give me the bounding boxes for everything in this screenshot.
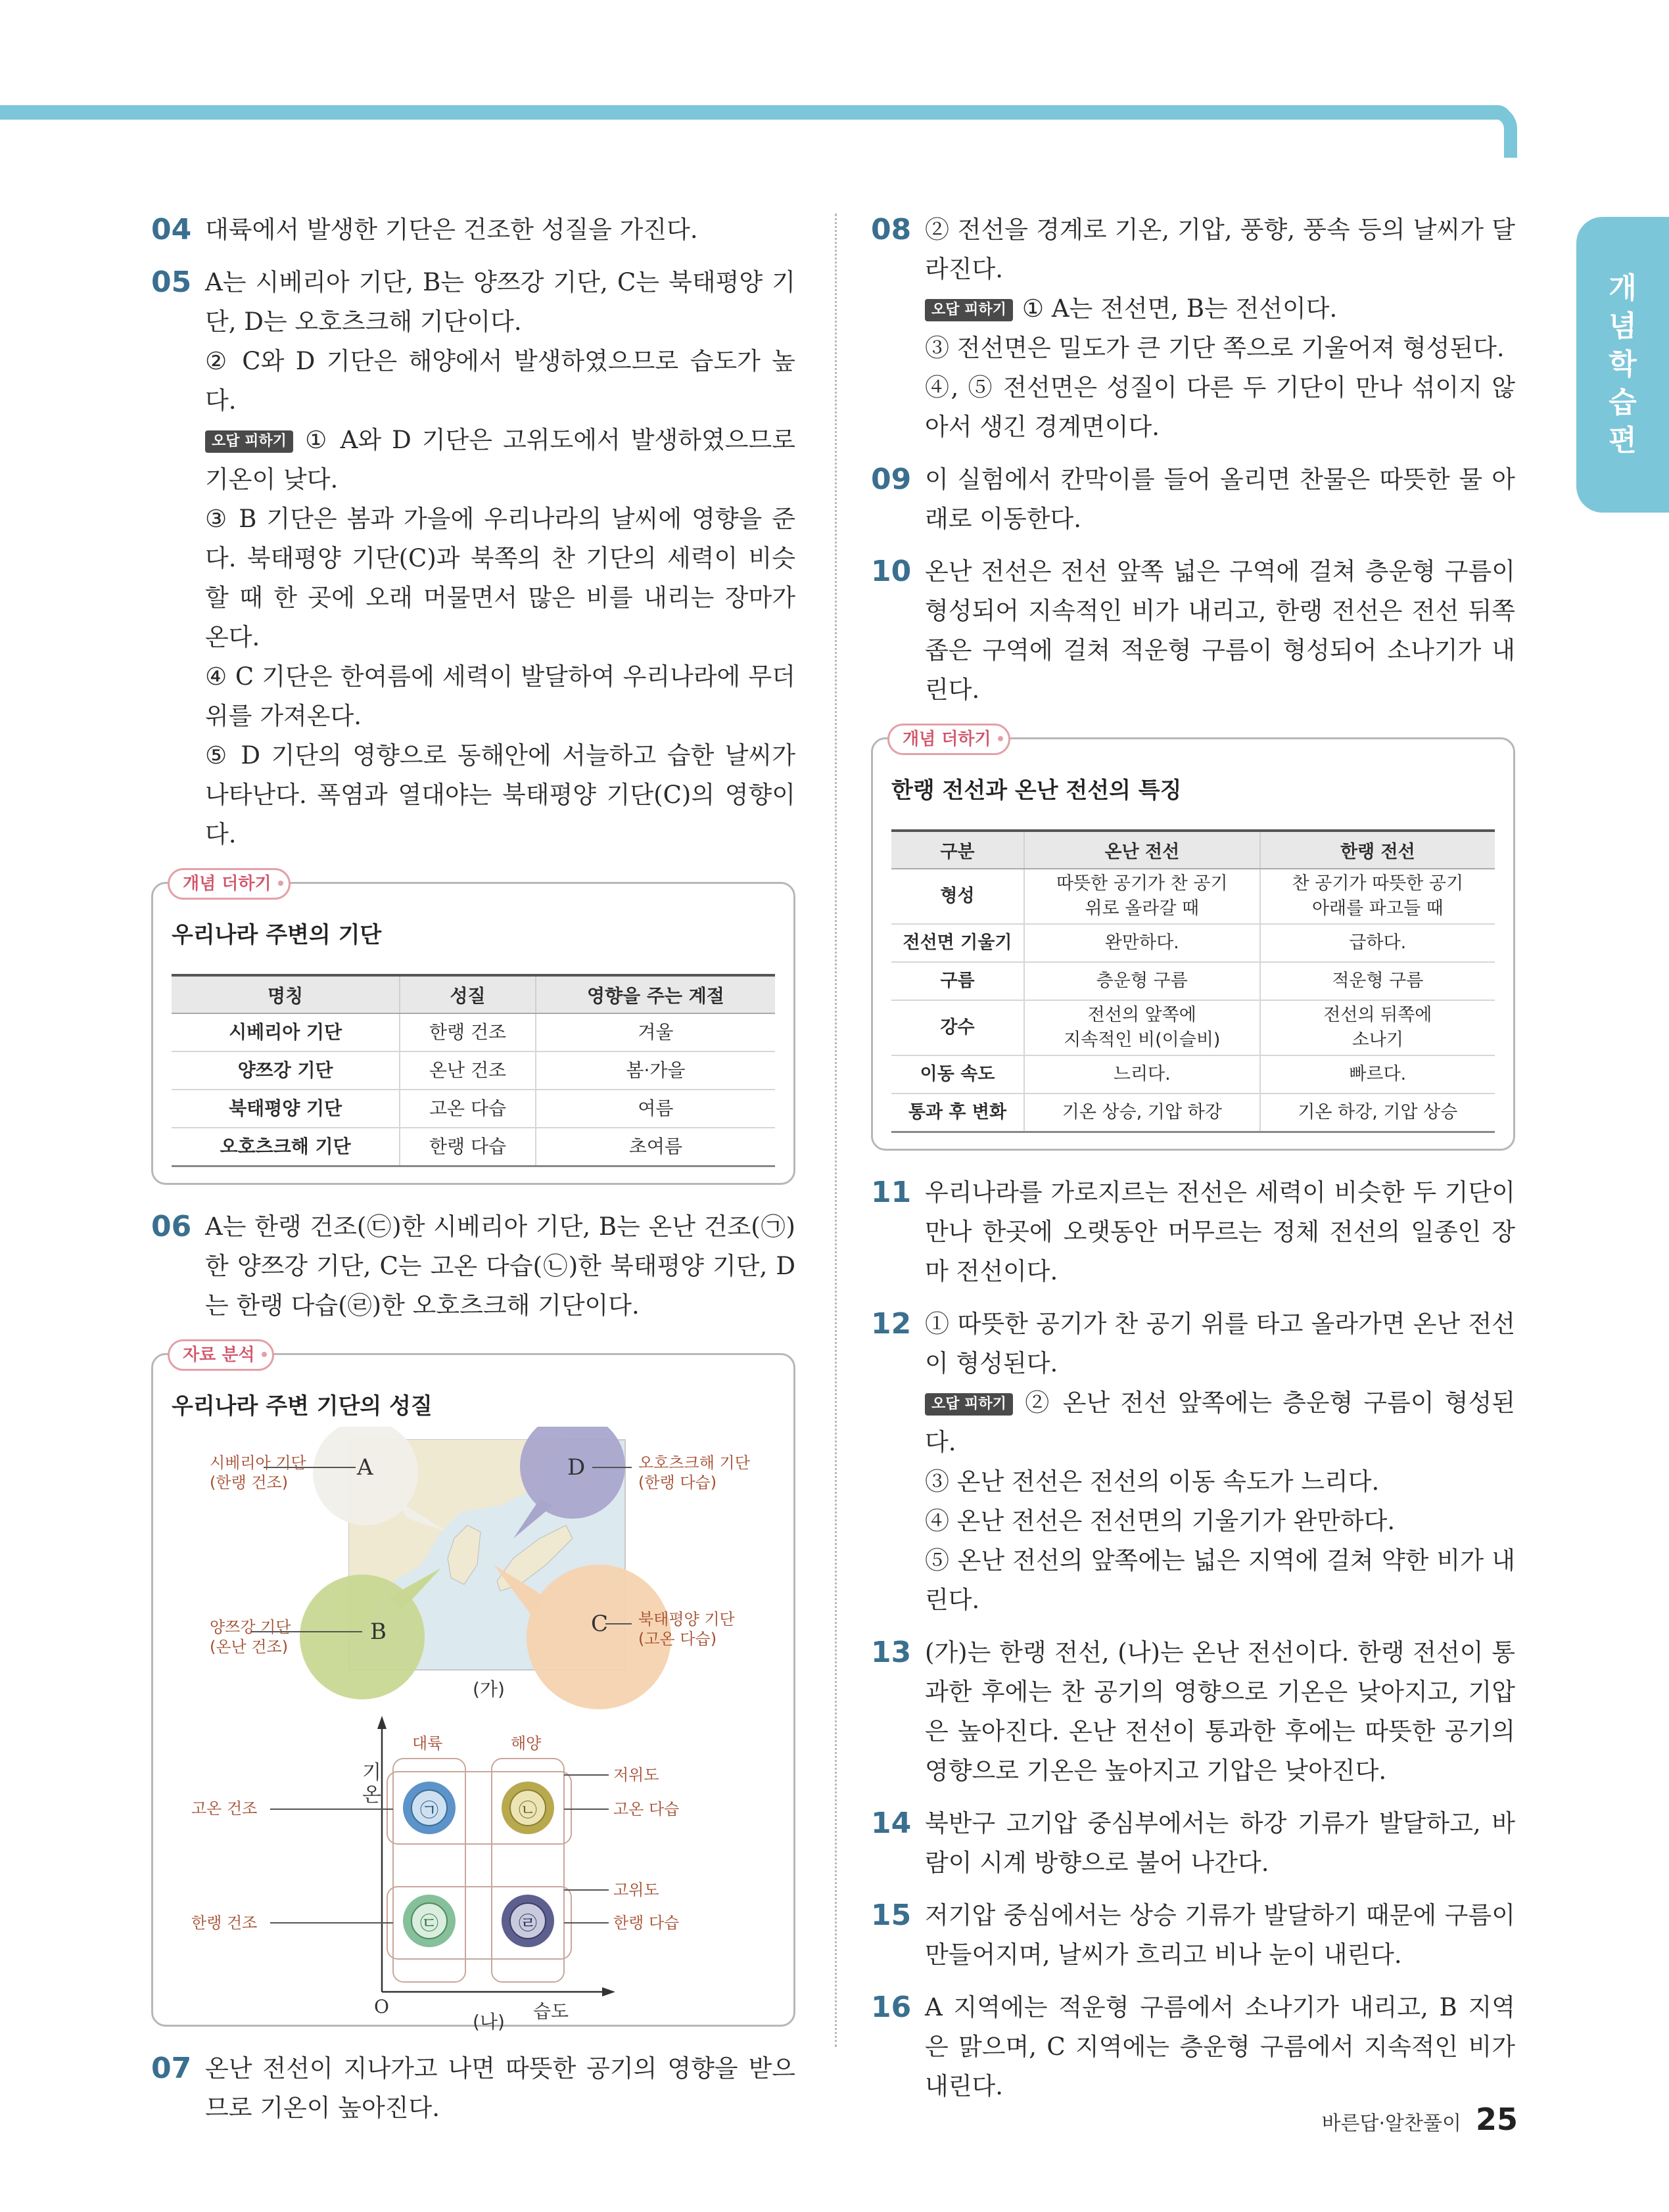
answer-body bbox=[925, 1304, 1515, 1620]
table-cell: 시베리아 기단 bbox=[172, 1013, 400, 1051]
question-number: 15 bbox=[871, 1898, 912, 1932]
circle-label-giyeok: ㉠ bbox=[420, 1799, 439, 1821]
x-axis-arrow bbox=[602, 1987, 615, 1996]
table-cell: 찬 공기가 따뜻한 공기 아래를 파고들 때 bbox=[1260, 869, 1495, 924]
table-header: 명칭 bbox=[172, 975, 400, 1013]
question-number: 10 bbox=[871, 555, 912, 588]
table-header: 한랭 전선 bbox=[1260, 831, 1495, 869]
answer-12 bbox=[871, 1304, 1515, 1620]
table-row bbox=[891, 1055, 1495, 1094]
answer-14 bbox=[871, 1804, 1515, 1883]
label-a: A bbox=[357, 1454, 373, 1481]
answer-line: ④ C 기단은 한여름에 세력이 발달하여 우리나라에 무더위를 가져온다. bbox=[205, 662, 795, 730]
answer-10 bbox=[871, 552, 1515, 710]
box-title: 우리나라 주변의 기단 bbox=[172, 922, 382, 948]
col-continent: 대륙 bbox=[412, 1734, 443, 1753]
answer-text: 대륙에서 발생한 기단은 건조한 성질을 가진다. bbox=[205, 216, 698, 244]
siberia-prop: (한랭 건조) bbox=[210, 1473, 289, 1492]
answer-line-text: ① A와 D 기단은 고위도에서 발생하였으므로 기온이 낮다. bbox=[205, 426, 795, 494]
table-header: 영향을 주는 계절 bbox=[536, 975, 775, 1013]
y-axis-arrow bbox=[377, 1716, 387, 1729]
high-latitude-label: 고위도 bbox=[613, 1880, 659, 1899]
box-tag: 개념 더하기 bbox=[168, 868, 291, 900]
pacific-label bbox=[638, 1609, 735, 1649]
question-number: 06 bbox=[151, 1209, 192, 1243]
y-axis-label: 기온 bbox=[362, 1761, 381, 1807]
question-number: 13 bbox=[871, 1635, 912, 1669]
siberia-name: 시베리아 기단 bbox=[210, 1453, 306, 1472]
question-number: 08 bbox=[871, 213, 912, 246]
siberia-label bbox=[210, 1453, 306, 1492]
answer-line: ① 따뜻한 공기가 찬 공기 위를 타고 올라가면 온난 전선이 형성된다. bbox=[925, 1309, 1515, 1377]
table-cell: 한랭 다습 bbox=[400, 1128, 536, 1166]
table-cell: 전선면 기울기 bbox=[891, 924, 1024, 962]
table-row bbox=[172, 1090, 775, 1128]
right-column bbox=[871, 210, 1515, 2119]
okhotsk-label bbox=[638, 1453, 750, 1492]
answer-line-text: ② 온난 전선 앞쪽에는 층운형 구름이 형성된다. bbox=[925, 1388, 1515, 1456]
hot-dry-label: 고온 건조 bbox=[191, 1799, 258, 1818]
table-cell: 고온 다습 bbox=[400, 1090, 536, 1128]
yangtze-prop: (온난 건조) bbox=[210, 1637, 289, 1656]
answer-line: ③ 전선면은 밀도가 큰 기단 쪽으로 기울어져 형성된다. bbox=[925, 334, 1505, 362]
table-row bbox=[172, 1051, 775, 1090]
table-header-row bbox=[891, 831, 1495, 869]
answer-06 bbox=[151, 1207, 795, 1325]
circle-label-rieul: ㉣ bbox=[519, 1912, 538, 1934]
table-cell: 형성 bbox=[891, 869, 1024, 924]
cold-dry-label: 한랭 건조 bbox=[191, 1913, 258, 1932]
hot-humid-label: 고온 다습 bbox=[613, 1799, 680, 1818]
concept-box-fronts bbox=[871, 729, 1515, 1151]
yangtze-label bbox=[210, 1617, 291, 1657]
answer-16 bbox=[871, 1988, 1515, 2106]
answer-15 bbox=[871, 1896, 1515, 1975]
avoid-mistake-badge: 오답 피하기 bbox=[205, 430, 293, 453]
table-cell: 급하다. bbox=[1260, 924, 1495, 962]
question-number: 05 bbox=[151, 265, 192, 299]
box-tag: 개념 더하기 bbox=[887, 724, 1010, 755]
table-cell: 초여름 bbox=[536, 1128, 775, 1166]
table-cell: 따뜻한 공기가 찬 공기 위로 올라갈 때 bbox=[1024, 869, 1260, 924]
answer-line: ④, ⑤ 전선면은 성질이 다른 두 기단이 만나 섞이지 않아서 생긴 경계면이다. bbox=[925, 373, 1515, 441]
answer-line-text: ① A는 전선면, B는 전선이다. bbox=[1022, 294, 1338, 323]
side-tab-char: 학 bbox=[1609, 348, 1637, 381]
table-row bbox=[891, 869, 1495, 924]
side-tab-char: 습 bbox=[1609, 386, 1637, 419]
table-cell: 기온 상승, 기압 하강 bbox=[1024, 1094, 1260, 1132]
answer-line bbox=[925, 289, 1515, 329]
table-header: 성질 bbox=[400, 975, 536, 1013]
answer-text: 저기압 중심에서는 상승 기류가 발달하기 때문에 구름이 만들어지며, 날씨가 흐리고 비나 눈이 내린다. bbox=[925, 1901, 1515, 1969]
answer-04 bbox=[151, 210, 795, 250]
left-column bbox=[151, 210, 795, 2141]
question-number: 04 bbox=[151, 213, 192, 246]
table-header: 구분 bbox=[891, 831, 1024, 869]
page-footer bbox=[1322, 2102, 1518, 2137]
box-title: 우리나라 주변 기단의 성질 bbox=[172, 1393, 433, 1419]
answer-line: ③ B 기단은 봄과 가을에 우리나라의 날씨에 영향을 준다. 북태평양 기단(C)과 북쪽의 찬 기단의 세력이 비슷할 때 한 곳에 오래 머물면서 많은 비를 내리는 장마가 온다. bbox=[205, 505, 795, 651]
table-cell: 북태평양 기단 bbox=[172, 1090, 400, 1128]
answer-body bbox=[205, 263, 795, 854]
table-row bbox=[891, 962, 1495, 1000]
yangtze-name: 양쯔강 기단 bbox=[210, 1617, 291, 1636]
box-tag: 자료 분석 bbox=[168, 1339, 274, 1371]
label-d: D bbox=[567, 1454, 586, 1481]
side-section-tab bbox=[1576, 217, 1669, 513]
answer-line: ⑤ 온난 전선의 앞쪽에는 넓은 지역에 걸쳐 약한 비가 내린다. bbox=[925, 1546, 1515, 1614]
data-analysis-box bbox=[151, 1345, 795, 2033]
question-number: 07 bbox=[151, 2051, 192, 2085]
answer-11 bbox=[871, 1173, 1515, 1291]
table-row bbox=[172, 1128, 775, 1166]
answer-line: ⑤ D 기단의 영향으로 동해안에 서늘하고 습한 날씨가 나타난다. 폭염과 열대야는 북태평양 기단(C)의 영향이다. bbox=[205, 741, 795, 848]
answer-07 bbox=[151, 2049, 795, 2128]
answer-line: ② 전선을 경계로 기온, 기압, 풍향, 풍속 등의 날씨가 달라진다. bbox=[925, 216, 1515, 283]
table-cell: 강수 bbox=[891, 1000, 1024, 1055]
answer-13 bbox=[871, 1633, 1515, 1791]
table-cell: 전선의 앞쪽에 지속적인 비(이슬비) bbox=[1024, 1000, 1260, 1055]
side-tab-char: 념 bbox=[1609, 310, 1637, 343]
table-cell: 겨울 bbox=[536, 1013, 775, 1051]
table-cell: 전선의 뒤쪽에 소나기 bbox=[1260, 1000, 1495, 1055]
page-number: 25 bbox=[1475, 2102, 1518, 2137]
table-cell: 적운형 구름 bbox=[1260, 962, 1495, 1000]
table-header-row bbox=[172, 975, 775, 1013]
answer-text: 북반구 고기압 중심부에서는 하강 기류가 발달하고, 바람이 시계 방향으로 불어 나간다. bbox=[925, 1809, 1515, 1877]
answer-text: A는 한랭 건조(㉢)한 시베리아 기단, B는 온난 건조(㉠)한 양쯔강 기단, C는 고온 다습(㉡)한 북태평양 기단, D는 한랭 다습(㉣)한 오호츠크해 기단이다. bbox=[205, 1212, 795, 1320]
footer-book-label: 바른답·알찬풀이 bbox=[1321, 2112, 1461, 2135]
air-mass-table bbox=[172, 974, 775, 1167]
air-mass-diagram bbox=[172, 1427, 776, 2018]
pacific-name: 북태평양 기단 bbox=[638, 1609, 735, 1628]
air-mass-figure bbox=[172, 1427, 775, 2033]
front-comparison-table bbox=[891, 829, 1495, 1133]
label-b: B bbox=[370, 1618, 387, 1645]
table-cell: 층운형 구름 bbox=[1024, 962, 1260, 1000]
label-c: C bbox=[591, 1610, 609, 1637]
answer-line bbox=[205, 421, 795, 499]
question-number: 14 bbox=[871, 1806, 912, 1840]
answer-line: ② C와 D 기단은 해양에서 발생하였으므로 습도가 높다. bbox=[205, 347, 795, 415]
table-cell: 여름 bbox=[536, 1090, 775, 1128]
table-row bbox=[172, 1013, 775, 1051]
question-number: 09 bbox=[871, 463, 912, 496]
question-number: 11 bbox=[871, 1175, 912, 1209]
answer-line: ③ 온난 전선은 전선의 이동 속도가 느리다. bbox=[925, 1467, 1380, 1496]
table-cell: 구름 bbox=[891, 962, 1024, 1000]
figure-caption-ga: (가) bbox=[473, 1678, 505, 1700]
answer-text: A 지역에는 적운형 구름에서 소나기가 내리고, B 지역은 맑으며, C 지역에는 층운형 구름에서 지속적인 비가 내린다. bbox=[925, 1993, 1515, 2100]
answer-line: ④ 온난 전선은 전선면의 기울기가 완만하다. bbox=[925, 1506, 1396, 1535]
table-cell: 이동 속도 bbox=[891, 1055, 1024, 1094]
table-cell: 기온 하강, 기압 상승 bbox=[1260, 1094, 1495, 1132]
circle-label-nieun: ㉡ bbox=[519, 1799, 538, 1821]
table-cell: 오호츠크해 기단 bbox=[172, 1128, 400, 1166]
table-cell: 빠르다. bbox=[1260, 1055, 1495, 1094]
column-divider bbox=[835, 214, 837, 2047]
avoid-mistake-badge: 오답 피하기 bbox=[925, 1393, 1013, 1416]
answer-text: (가)는 한랭 전선, (나)는 온난 전선이다. 한랭 전선이 통과한 후에는 찬 공기의 영향으로 기온은 낮아지고, 기압은 높아진다. 온난 전선이 통과한 후에는 따뜻한 공기의 영향으로 기온은 높아지고 기압은 낮아진다. bbox=[925, 1638, 1515, 1785]
top-bar-curve bbox=[1493, 105, 1517, 158]
table-cell: 양쯔강 기단 bbox=[172, 1051, 400, 1090]
answer-text: 이 실험에서 칸막이를 들어 올리면 찬물은 따뜻한 물 아래로 이동한다. bbox=[925, 465, 1515, 533]
table-cell: 통과 후 변화 bbox=[891, 1094, 1024, 1132]
table-cell: 한랭 건조 bbox=[400, 1013, 536, 1051]
col-ocean: 해양 bbox=[511, 1734, 542, 1753]
table-cell: 느리다. bbox=[1024, 1055, 1260, 1094]
table-row bbox=[891, 1094, 1495, 1132]
answer-text: 온난 전선은 전선 앞쪽 넓은 구역에 걸쳐 층운형 구름이 형성되어 지속적인 비가 내리고, 한랭 전선은 전선 뒤쪽 좁은 구역에 걸쳐 적운형 구름이 형성되어 소나기가 내린다. bbox=[925, 557, 1515, 704]
okhotsk-prop: (한랭 다습) bbox=[638, 1473, 717, 1492]
question-number: 16 bbox=[871, 1990, 912, 2024]
cold-humid-label: 한랭 다습 bbox=[613, 1913, 680, 1932]
answer-body bbox=[925, 210, 1515, 447]
table-header: 온난 전선 bbox=[1024, 831, 1260, 869]
figure-caption-na: (나) bbox=[473, 2010, 505, 2033]
table-cell: 봄·가을 bbox=[536, 1051, 775, 1090]
avoid-mistake-badge: 오답 피하기 bbox=[925, 299, 1013, 321]
circle-label-digeut: ㉢ bbox=[420, 1912, 439, 1934]
x-axis-label: 습도 bbox=[533, 2000, 569, 2022]
low-latitude-label: 저위도 bbox=[613, 1765, 659, 1784]
answer-text: 우리나라를 가로지르는 전선은 세력이 비슷한 두 기단이 만나 한곳에 오랫동안 머무르는 정체 전선의 일종인 장마 전선이다. bbox=[925, 1178, 1515, 1285]
answer-08 bbox=[871, 210, 1515, 447]
answer-text: 온난 전선이 지나가고 나면 따뜻한 공기의 영향을 받으므로 기온이 높아진다. bbox=[205, 2054, 795, 2122]
table-cell: 온난 건조 bbox=[400, 1051, 536, 1090]
table-row bbox=[891, 1000, 1495, 1055]
origin-label: O bbox=[374, 1995, 389, 2017]
box-title: 한랭 전선과 온난 전선의 특징 bbox=[891, 777, 1182, 804]
question-number: 12 bbox=[871, 1306, 912, 1341]
answer-line: A는 시베리아 기단, B는 양쯔강 기단, C는 북태평양 기단, D는 오호츠크해 기단이다. bbox=[205, 268, 795, 336]
concept-box-air-masses bbox=[151, 874, 795, 1185]
table-row bbox=[891, 924, 1495, 962]
answer-09 bbox=[871, 460, 1515, 539]
table-cell: 완만하다. bbox=[1024, 924, 1260, 962]
okhotsk-name: 오호츠크해 기단 bbox=[638, 1453, 750, 1472]
pacific-prop: (고온 다습) bbox=[638, 1629, 717, 1648]
side-tab-char: 개 bbox=[1609, 271, 1637, 305]
side-tab-char: 편 bbox=[1609, 424, 1637, 457]
top-decorative-bar bbox=[0, 105, 1512, 120]
answer-line bbox=[925, 1383, 1515, 1462]
answer-05 bbox=[151, 263, 795, 854]
